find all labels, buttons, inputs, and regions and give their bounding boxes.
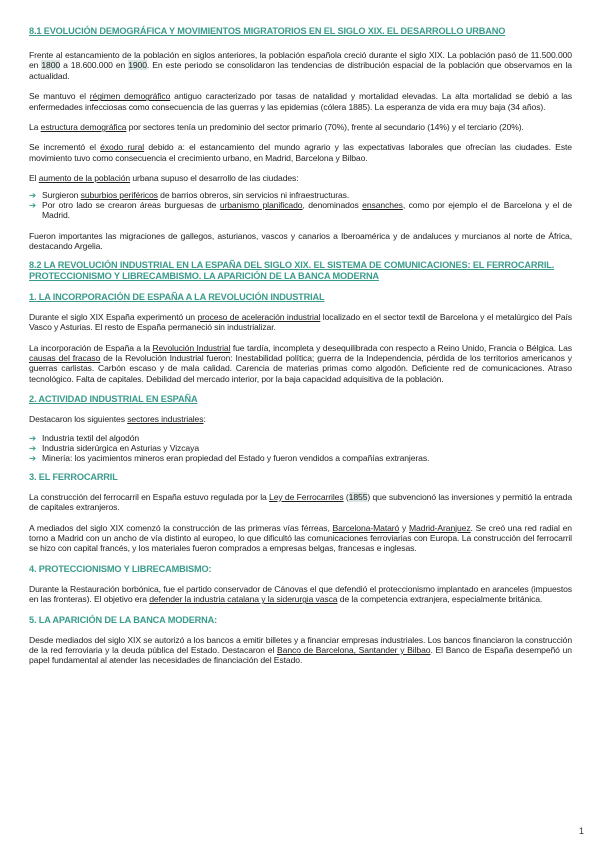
urban-development-list	[29, 190, 572, 221]
heading-incorporacion: 1. LA INCORPORACIÓN DE ESPAÑA A LA REVOLUCIÓN INDUSTRIAL	[29, 291, 325, 302]
text: a 18.600.000 en	[60, 60, 129, 71]
text: por sectores tenía un predominio del sector primario (70%), frente al secundario (14%) y el terciario (20%).	[126, 122, 524, 133]
heading-proteccionismo: 4. PROTECCIONISMO Y LIBRECAMBISMO:	[29, 563, 212, 574]
text: :	[203, 414, 206, 425]
term-ensanches: ensanches	[362, 200, 403, 211]
text: localizado en el sector textil de Barcelona y el metalúrgico del País Vasco y Asturias. El resto de España permaneció sin industrializar.	[29, 311, 572, 333]
term-aumento-poblacion: aumento de la población	[38, 173, 131, 184]
text: El	[29, 173, 39, 184]
year-1900: 1900	[128, 60, 147, 71]
list-item	[29, 443, 572, 453]
term-suburbios: suburbios periféricos	[80, 189, 158, 200]
text: ) que subvencionó las inversiones y permitió la entrada de capitales extranjeros.	[29, 491, 572, 513]
paragraph-demographic-structure	[29, 122, 572, 132]
heading-actividad-industrial: 2. ACTIVIDAD INDUSTRIAL EN ESPAÑA	[29, 394, 198, 405]
arrow-icon: ➔	[29, 432, 37, 443]
term-exodo-rural: éxodo rural	[100, 142, 145, 153]
paragraph-sectores	[29, 414, 572, 424]
paragraph-migrations: Fueron importantes las migraciones de gallegos, asturianos, vascos y canarios a Iberoamérica y de andaluces y murcianos al norte de África, destacando Argelia.	[29, 230, 572, 252]
text: Destacaron los siguientes	[29, 414, 128, 425]
text: Desde mediados del siglo XIX se autorizó a los bancos a emitir billetes y a financiar empresas industriales. Los bancos financiaron la construcción de la red ferroviaria y la deuda pública del Estado. Destacaron el	[29, 634, 572, 655]
term-sectores-industriales: sectores industriales	[127, 414, 204, 425]
heading-ferrocarril: 3. EL FERROCARRIL	[29, 471, 118, 482]
paragraph-industrial-failure	[29, 343, 572, 385]
paragraph-industrial-acceleration	[29, 312, 572, 333]
term-bancos: Banco de Barcelona, Santander y Bilbao	[277, 645, 431, 655]
paragraph-banca	[29, 635, 572, 666]
text: Frente al estancamiento de la población en siglos anteriores, la población española creció durante el siglo XIX. La población pasó de 11.500.000 en	[29, 50, 572, 71]
text: Minería: los yacimientos mineros eran propiedad del Estado y fueron vendidos a compañías extranjeras.	[42, 453, 430, 464]
paragraph-demographic-regime	[29, 91, 572, 112]
term-defender-industria: defender la industria catalana y la siderurgia vasca	[149, 594, 338, 605]
text: Por otro lado se crearon áreas burguesas de	[42, 200, 220, 211]
text: La construcción del ferrocarril en España estuvo regulada por la	[29, 491, 270, 502]
arrow-icon: ➔	[29, 453, 37, 464]
section-8-1-title: 8.1 EVOLUCIÓN DEMOGRÁFICA Y MOVIMIENTOS MIGRATORIOS EN EL SIGLO XIX. EL DESARROLLO URBANO	[29, 26, 506, 36]
document-page	[29, 26, 572, 676]
paragraph-population-growth	[29, 50, 572, 81]
text: Durante la Restauración borbónica, fue el partido conservador de Cánovas el que defendió el proteccionismo implantado en aranceles (impuestos en las fronteras). El objetivo era	[29, 583, 572, 605]
term-madrid-aranjuez: Madrid-Aranjuez	[408, 522, 471, 533]
term-estructura-demografica: estructura demográfica	[40, 122, 127, 133]
text: , como por ejemplo el de Barcelona y el de Madrid.	[42, 200, 572, 221]
text: urbana supuso el desarrollo de las ciudades:	[130, 173, 299, 184]
term-regimen-demografico: régimen demográfico	[89, 91, 171, 102]
paragraph-vias-ferreas	[29, 523, 572, 554]
text: Se mantuvo el	[29, 91, 90, 102]
heading-banca-moderna: 5. LA APARICIÓN DE LA BANCA MODERNA:	[29, 614, 218, 625]
paragraph-proteccionismo	[29, 584, 572, 605]
page-number: 1	[578, 826, 584, 836]
term-causas-fracaso: causas del fracaso	[29, 352, 101, 363]
text: . El Banco de España desempeñó un papel fundamental al atender las necesidades de financiación del Estado.	[29, 645, 572, 666]
term-aceleracion-industrial: proceso de aceleración industrial	[197, 311, 321, 322]
text: fue tardía, incompleta y desequilibrada con respecto a Reino Unido, Francia o Bélgica. Las	[230, 342, 572, 353]
text: y	[399, 522, 409, 533]
term-revolucion-industrial: Revolución Industrial	[152, 342, 231, 353]
text: La incorporación de España a la	[29, 342, 153, 353]
list-item	[29, 200, 572, 221]
text: Industria textil del algodón	[42, 432, 140, 443]
text: . Se creó una red radial en torno a Madrid con un ancho de vía distinto al europeo, lo que dificultó las comunicaciones ferroviarias con Europa. La construcción del ferrocarril se hizo con capital francés, y los materiales fueron comprados a empresas belgas, francesas e inglesas.	[29, 522, 572, 554]
section-8-2-title: 8.2 LA REVOLUCIÓN INDUSTRIAL EN LA ESPAÑA DEL SIGLO XIX. EL SISTEMA DE COMUNICACIONES: EL FERROCARRIL. PROTECCIONISMO Y LIBRECAMBISMO. LA APARICIÓN DE LA BANCA MODERNA	[29, 259, 555, 281]
text: A mediados del siglo XIX comenzó la construcción de las primeras vías férreas,	[29, 522, 333, 533]
list-item	[29, 453, 572, 463]
text: Surgieron	[42, 189, 81, 200]
paragraph-urban-growth	[29, 173, 572, 183]
text: Industria siderúrgica en Asturias y Vizcaya	[42, 442, 199, 453]
text: debido a: el estancamiento del mundo agrario y las expectativas laborales que ofrecían las ciudades. Este movimiento tuvo como consecuencia el crecimiento urbano, en Madrid, Barcelona y Bilbao.	[29, 142, 572, 163]
text: de la competencia extranjera, especialmente británica.	[337, 594, 543, 605]
industry-list	[29, 433, 572, 464]
text: Se incrementó el	[29, 142, 101, 153]
list-item	[29, 190, 572, 200]
term-ley-ferrocarriles: Ley de Ferrocarriles	[269, 491, 344, 502]
term-urbanismo-planificado: urbanismo planificado	[219, 200, 303, 211]
text: de la Revolución Industrial fueron: Inestabilidad política; guerra de la Independencia, pérdida de los territorios americanos y guerras carlistas. Carbón escaso y de mala calidad. Carencia de materias primas como algodón. Deficiente red de comunicaciones. Atraso tecnológico. Falta de capitales. Debilidad del mercado interior, por la baja capacidad adquisitiva de la población.	[29, 352, 572, 384]
text: de barrios obreros, sin servicios ni infraestructuras.	[157, 189, 350, 200]
text: (	[343, 491, 349, 502]
paragraph-rural-exodus	[29, 142, 572, 163]
list-item	[29, 433, 572, 443]
arrow-icon: ➔	[29, 442, 37, 453]
text: . En este periodo se consolidaron las tendencias de distribución espacial de la población que observamos en la actualidad.	[29, 60, 572, 81]
text: Durante el siglo XIX España experimentó un	[29, 311, 198, 322]
text: , denominados	[302, 200, 363, 211]
text: antiguo caracterizado por tasas de natalidad y mortalidad elevadas. La alta mortalidad se debió a las enfermedades infecciosas como consecuencia de las guerras y las epidemias (cólera 1885). La esperanza de vida era muy baja (34 años).	[29, 91, 572, 112]
text: La	[29, 122, 41, 133]
arrow-icon: ➔	[29, 189, 37, 200]
arrow-icon: ➔	[29, 200, 37, 211]
year-1855: 1855	[348, 491, 368, 502]
term-barcelona-mataro: Barcelona-Mataró	[332, 522, 400, 533]
year-1800: 1800	[41, 60, 61, 71]
paragraph-ley-ferrocarriles	[29, 492, 572, 513]
